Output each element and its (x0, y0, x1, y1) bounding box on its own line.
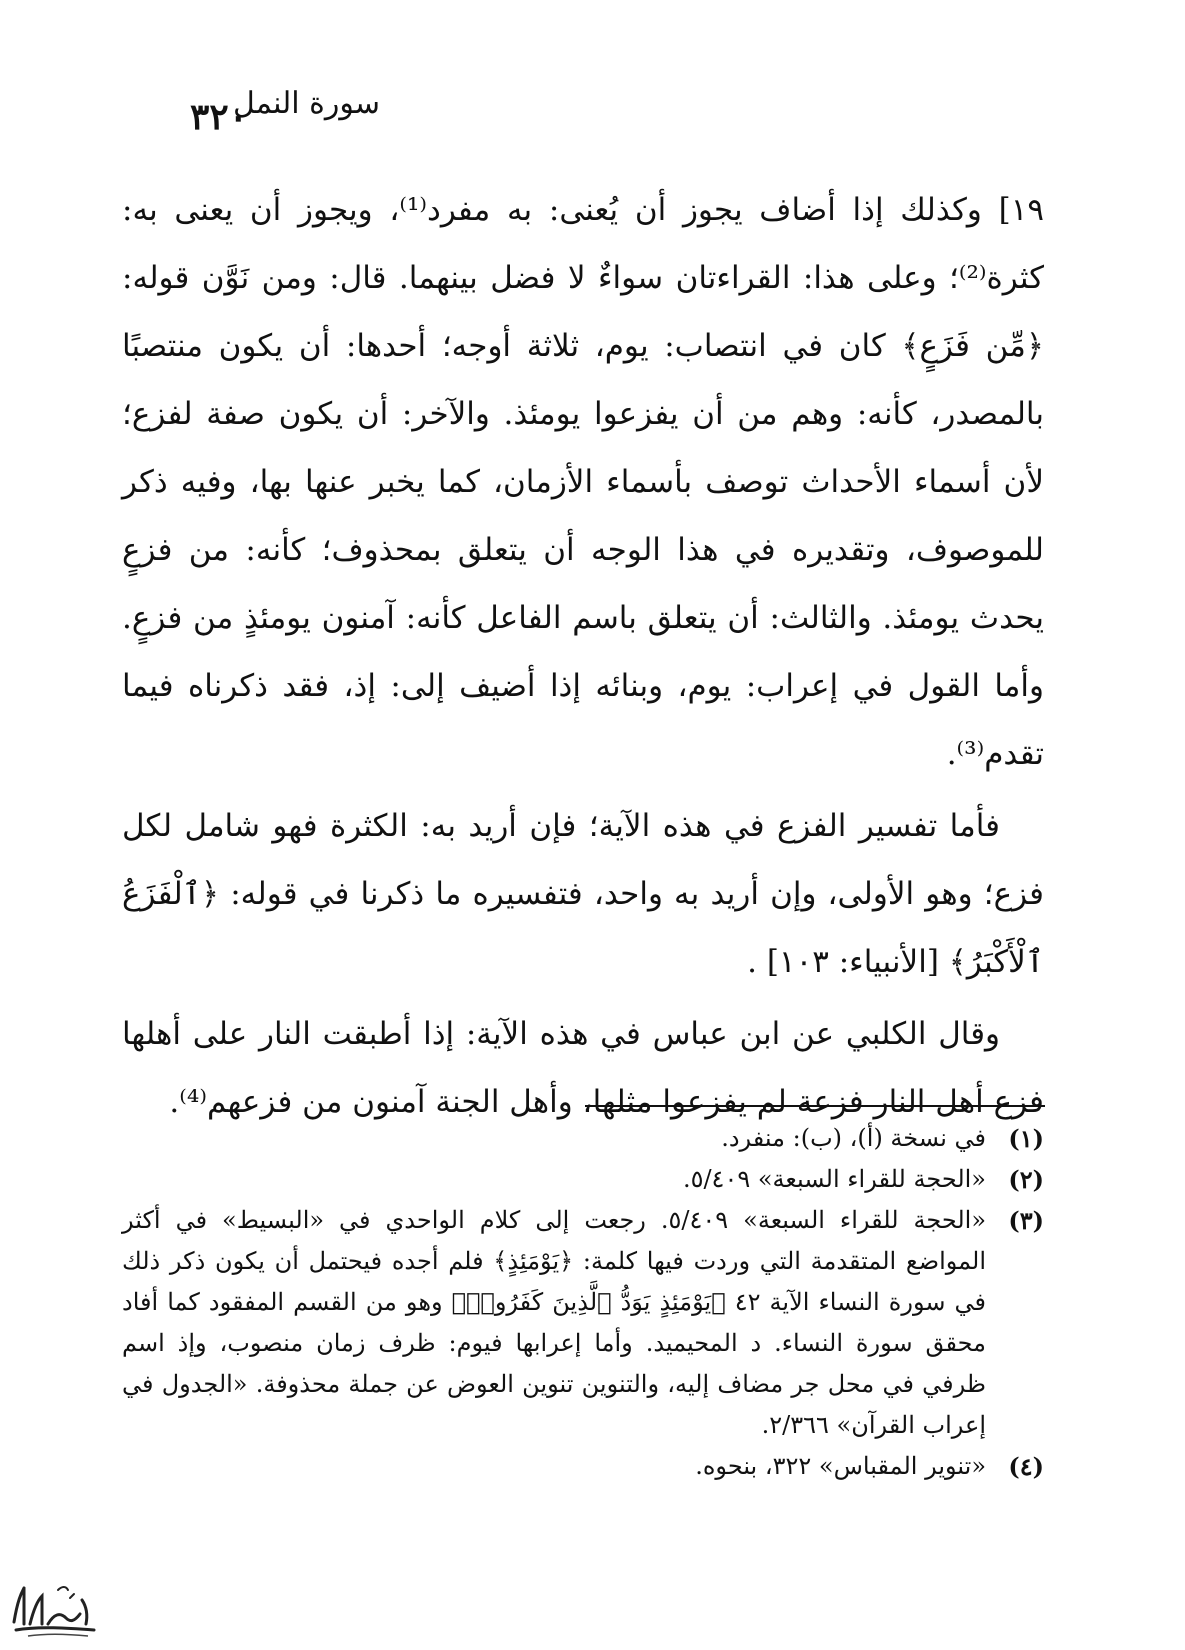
footnote-number: (٣) (1008, 1206, 1044, 1235)
footnotes (122, 1118, 1044, 1487)
footnote-text: في نسخة (أ)، (ب): منفرد. (721, 1124, 986, 1152)
footnote-text: «الحجة للقراء السبعة» ٥/٤٠٩. (682, 1165, 986, 1193)
footnote (122, 1118, 1044, 1159)
paragraph-2: فأما تفسير الفزع في هذه الآية؛ فإن أريد به: الكثرة فهو شامل لكل فزع؛ وهو الأولى، وإن أريد به واحد، فتفسيره ما ذكرنا في قوله: ﴿ٱلْفَزَعُ ٱلْأَكْبَرُ﴾ [الأنبياء: ١٠٣] . (122, 808, 1044, 980)
paragraph-1: ١٩] وكذلك إذا أضاف يجوز أن يُعنى: به مفرد⁽¹⁾، ويجوز أن يعنى به: كثرة⁽²⁾؛ وعلى هذا: القراءتان سواءٌ لا فضل بينهما. قال: ومن نَوَّن قوله: ﴿مِّن فَزَعٍ﴾ كان في انتصاب: يوم، ثلاثة أوجه؛ أحدها: أن يكون منتصبًا بالمصدر، كأنه: وهم من أن يفزعوا يومئذ. والآخر: أن يكون صفة لفزع؛ لأن أسماء الأحداث توصف بأسماء الأزمان، كما يخبر عنها بها، وفيه ذكر للموصوف، وتقديره في هذا الوجه أن يتعلق بمحذوف؛ كأنه: من فزعٍ يحدث يومئذ. والثالث: أن يتعلق باسم الفاعل كأنه: آمنون يومئذٍ من فزعٍ. وأما القول في إعراب: يوم، وبنائه إذا أضيف إلى: إذ، فقد ذكرناه فيما تقدم⁽³⁾. (122, 192, 1045, 772)
watermark-logo (8, 1578, 98, 1640)
body-text (122, 176, 1044, 1136)
running-header: سورة النمل (233, 86, 380, 121)
footnote (122, 1200, 1044, 1446)
paragraph-3: وقال الكلبي عن ابن عباس في هذه الآية: إذا أطبقت النار على أهلها فزع أهل النار فزعة لم يفزعوا مثلها، وأهل الجنة آمنون من فزعهم⁽⁴⁾. (122, 1016, 1044, 1120)
footnote (122, 1159, 1044, 1200)
page-number: ٣٢٠ (190, 96, 249, 138)
footnote (122, 1446, 1044, 1487)
footnote-number: (١) (1008, 1124, 1044, 1153)
footnote-number: (٤) (1008, 1452, 1044, 1481)
footnote-divider (585, 1105, 1045, 1107)
footnote-text: «تنوير المقباس» ٣٢٢، بنحوه. (695, 1452, 986, 1480)
footnote-text: «الحجة للقراء السبعة» ٥/٤٠٩. رجعت إلى كلام الواحدي في «البسيط» في أكثر المواضع المتقدمة التي وردت فيها كلمة: ﴿يَوْمَئِذٍ﴾ فلم أجده فيحتمل أن يكون ذكر ذلك في سورة النساء الآية ٤٢ ﴿يَوْمَئِذٍ يَوَدُّ ٱلَّذِينَ كَفَرُوا۟﴾ وهو من القسم المفقود كما أفاد محقق سورة النساء. د المحيميد. وأما إعرابها فيوم: ظرف زمان منصوب، وإذ اسم ظرفي في محل جر مضاف إليه، والتنوين تنوين العوض عن جملة محذوفة. «الجدول في إعراب القرآن» ٢/٣٦٦. (122, 1206, 987, 1439)
footnote-number: (٢) (1008, 1165, 1044, 1194)
